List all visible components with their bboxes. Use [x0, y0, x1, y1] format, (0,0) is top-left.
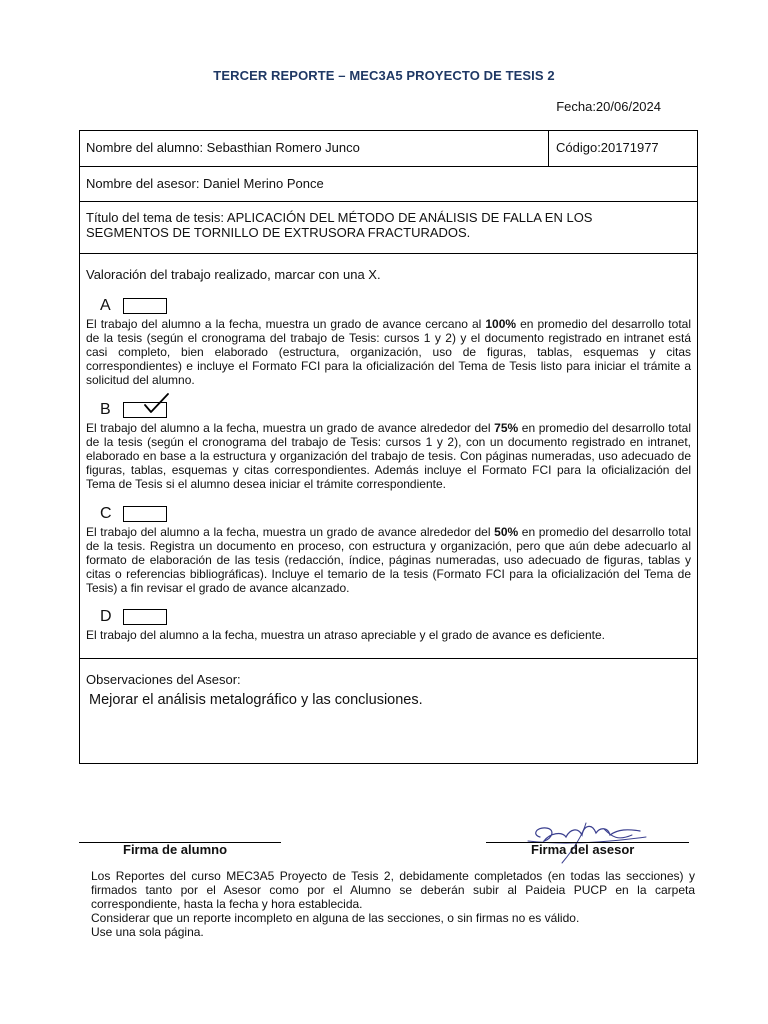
student-code: Código:20171977 — [556, 140, 659, 155]
observations-label: Observaciones del Asesor: — [86, 672, 241, 687]
checkmark-icon — [142, 393, 172, 415]
notes-paragraph-1: Los Reportes del curso MEC3A5 Proyecto de Tesis 2, debidamente completados (en todas las secciones) y firmados tanto por el Asesor como por el Alumno se deberán subir al Paideia PUCP en la carpeta correspondiente, hasta la fecha y hora establecida. — [91, 869, 695, 911]
thesis-title-line1: Título del tema de tesis: APLICACIÓN DEL MÉTODO DE ANÁLISIS DE FALLA EN LOS — [86, 210, 593, 225]
report-title: TERCER REPORTE – MEC3A5 PROYECTO DE TESIS 2 — [213, 68, 555, 83]
report-form — [79, 130, 698, 764]
option-d-checkbox[interactable] — [123, 609, 167, 625]
option-b-checkbox[interactable] — [123, 402, 167, 418]
option-a-letter: A — [100, 297, 111, 314]
evaluation-prompt: Valoración del trabajo realizado, marcar con una X. — [86, 267, 381, 282]
advisor-signature-label: Firma del asesor — [531, 842, 635, 857]
option-d-letter: D — [100, 608, 112, 625]
option-c-description: El trabajo del alumno a la fecha, muestra un grado de avance alrededor del 50% en promedio del desarrollo total de la tesis. Registra un documento en proceso, con estructura y organización, pero que aún debe adecuarlo al formato de elaboración de las tesis (redacción, índice, páginas numeradas, uso adecuado de figuras, tablas y citas o referencias bibliográficas). Incluye el temario de la tesis (Formato FCI para la oficialización del Tema de Tesis) a fin revisar el grado de avance alcanzado. — [86, 525, 691, 595]
option-d-description: El trabajo del alumno a la fecha, muestra un atraso apreciable y el grado de avance es deficiente. — [86, 628, 605, 642]
advisor-row — [80, 167, 697, 202]
observations-text: Mejorar el análisis metalográfico y las conclusiones. — [89, 692, 423, 708]
option-c-checkbox[interactable] — [123, 506, 167, 522]
option-b-letter: B — [100, 401, 111, 418]
option-a-checkbox[interactable] — [123, 298, 167, 314]
submission-notes — [91, 869, 695, 939]
advisor-signature-icon — [522, 815, 652, 865]
observations-row — [80, 659, 697, 763]
thesis-title-line2: SEGMENTOS DE TORNILLO DE EXTRUSORA FRACTURADOS. — [86, 225, 471, 240]
notes-paragraph-2: Considerar que un reporte incompleto en alguna de las secciones, o sin firmas no es válido. — [91, 911, 580, 925]
evaluation-row — [80, 254, 697, 659]
thesis-title — [80, 202, 598, 253]
student-name: Nombre del alumno: Sebasthian Romero Junco — [86, 140, 360, 155]
option-c-letter: C — [100, 505, 112, 522]
student-signature-label: Firma de alumno — [123, 842, 228, 857]
student-row — [80, 131, 697, 167]
report-date: Fecha:20/06/2024 — [556, 99, 661, 114]
notes-paragraph-3: Use una sola página. — [91, 925, 204, 939]
row-divider — [548, 131, 549, 166]
option-a-description: El trabajo del alumno a la fecha, muestra un grado de avance cercano al 100% en promedio del desarrollo total de la tesis (según el cronograma del trabajo de Tesis: cursos 1 y 2) y el documento registrado en intranet está casi completo, bien elaborado (estructura, organización, uso de figuras, tablas, esquemas y citas correspondientes) e incluye el Formato FCI para la oficialización del Tema de Tesis listo para iniciar el trámite a solicitud del alumno. — [86, 317, 691, 387]
thesis-row — [80, 202, 697, 254]
advisor-name: Nombre del asesor: Daniel Merino Ponce — [86, 176, 324, 191]
option-b-description: El trabajo del alumno a la fecha, muestra un grado de avance alrededor del 75% en promedio del desarrollo total de la tesis (según el cronograma del trabajo de Tesis: cursos 1 y 2), con un documento registrado en intranet, elaborado en base a la estructura y organización del trabajo de tesis. Con páginas numeradas, uso adecuado de figuras, tablas, esquemas y citas correspondientes. Además incluye el Formato FCI para la oficialización del Tema de Tesis si el alumno desea iniciar el trámite correspondiente. — [86, 421, 691, 491]
